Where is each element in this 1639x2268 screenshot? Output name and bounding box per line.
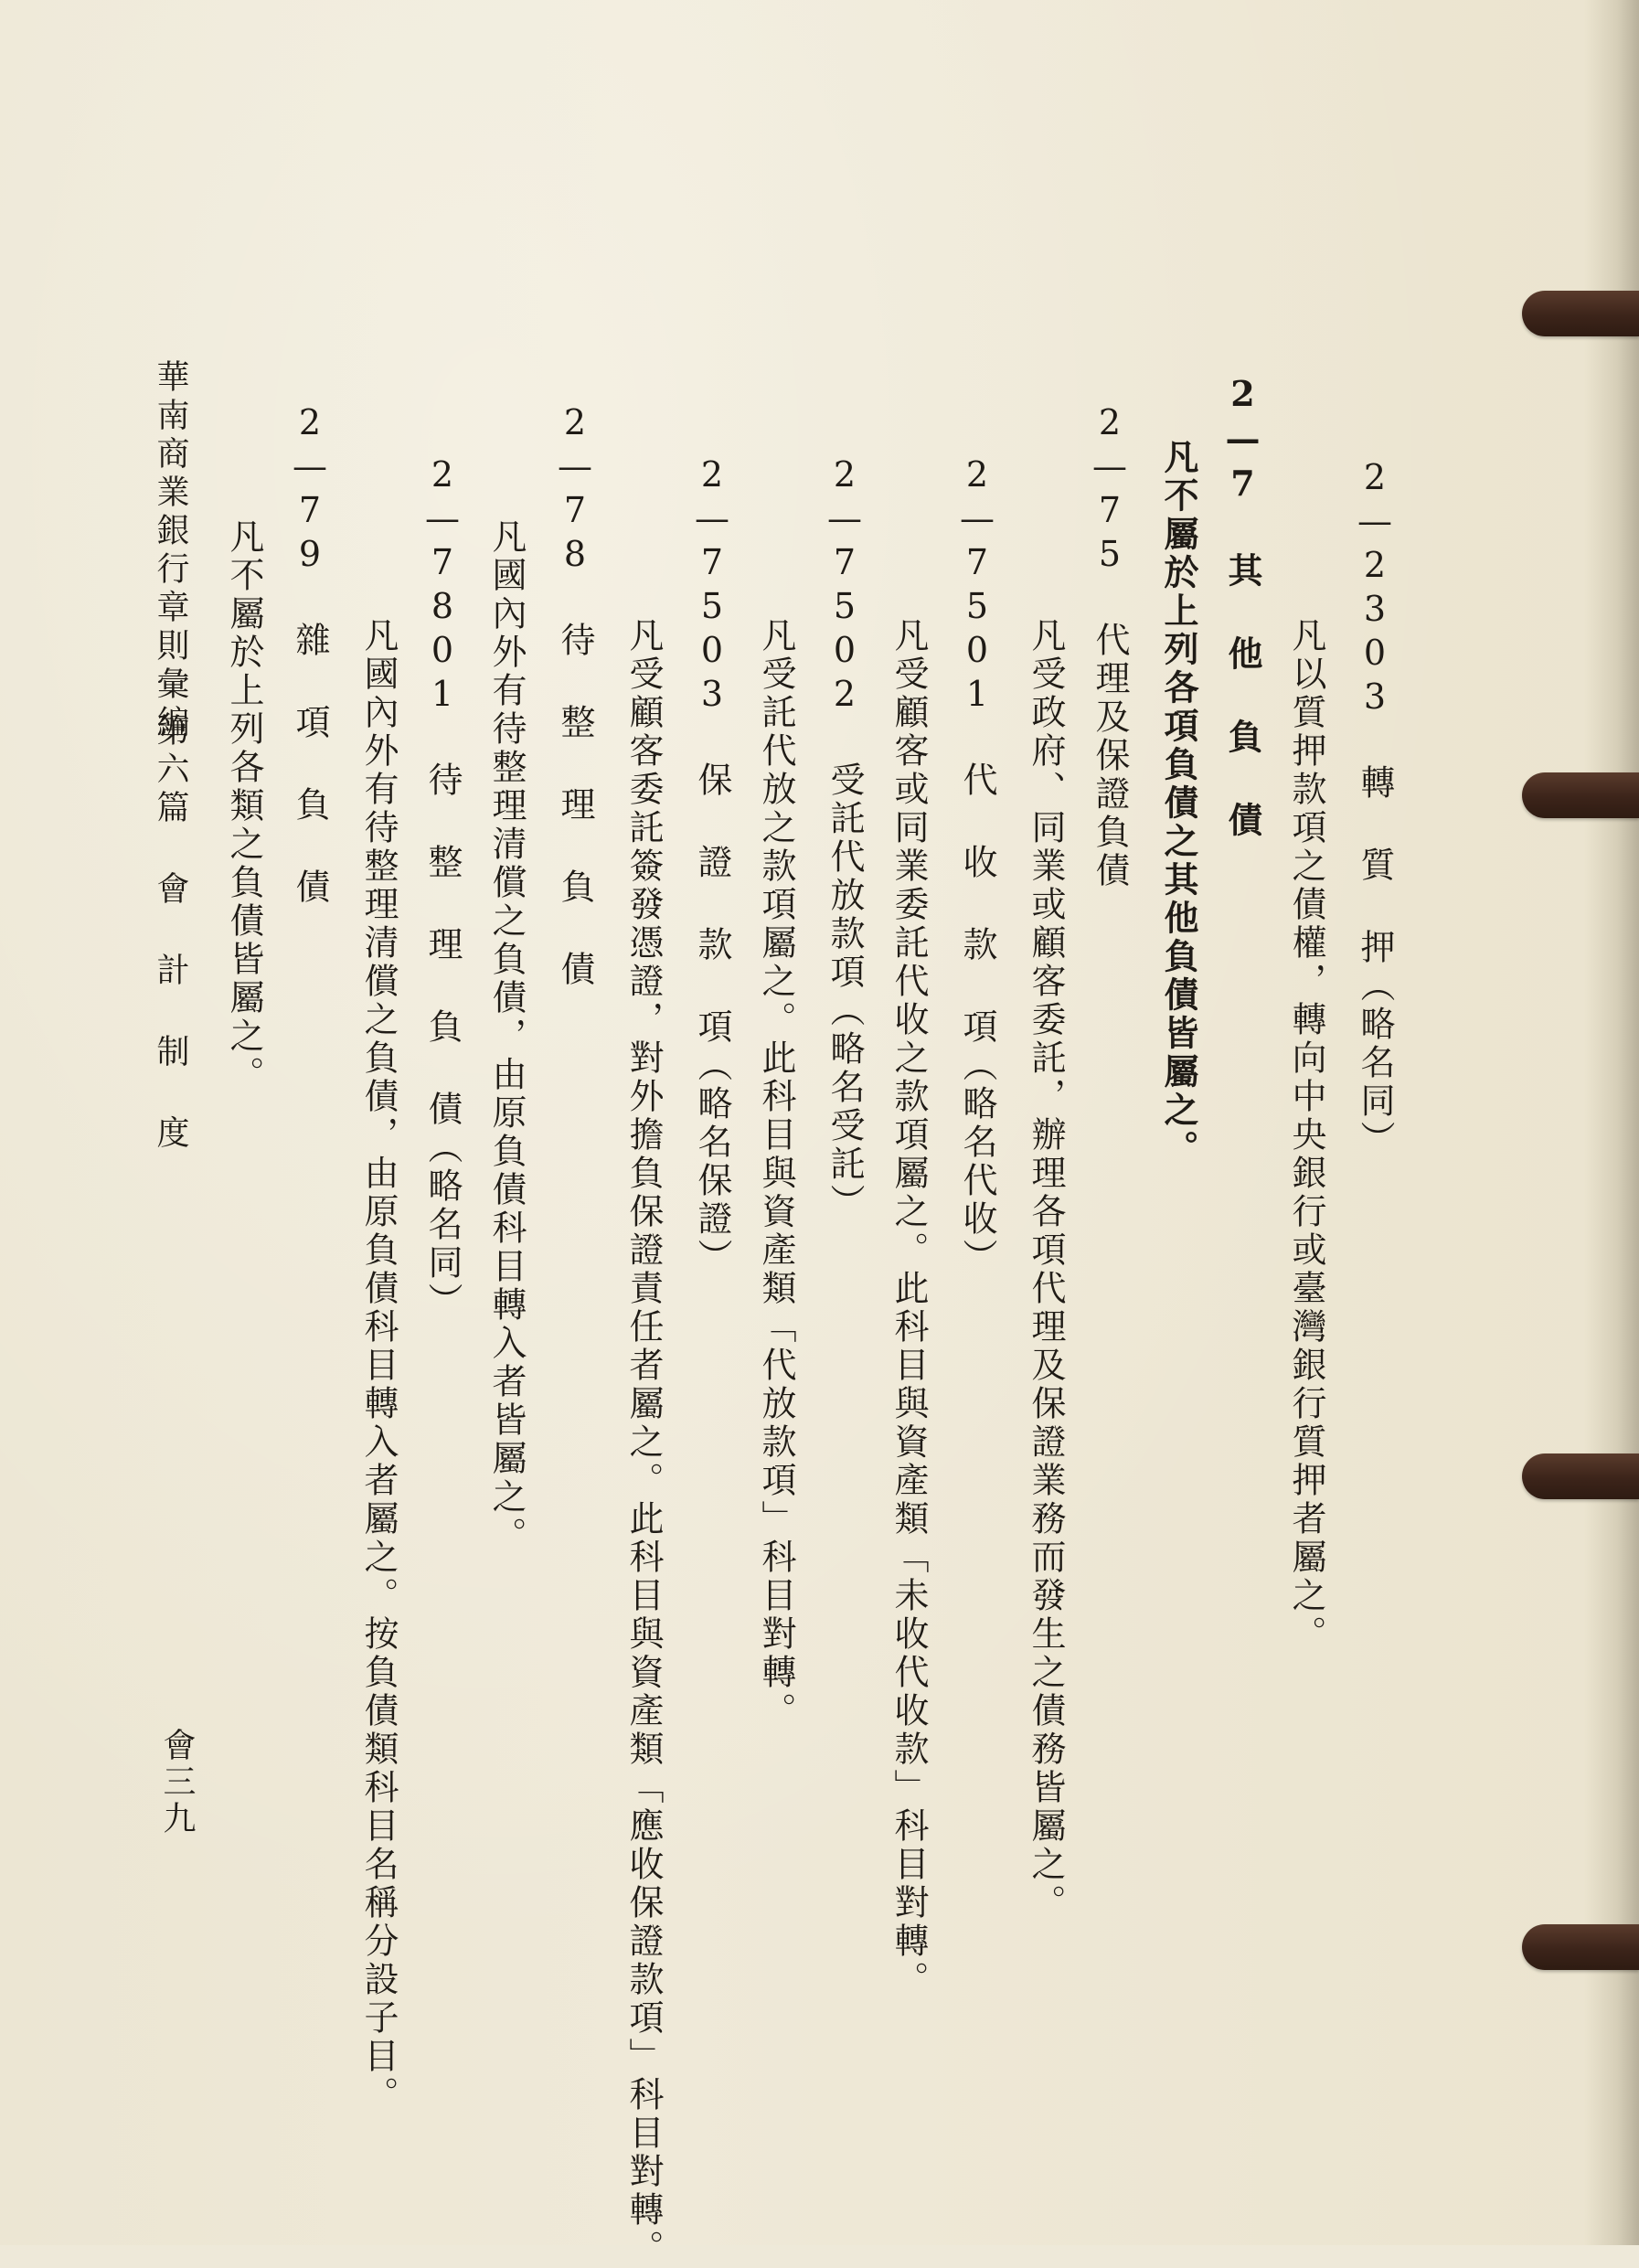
book-title: 華南商業銀行章則彙編 [152, 359, 189, 743]
binding-stitch [1522, 1924, 1639, 1970]
entry-heading-2-7801: 2—7801 待 整 理 負 債（略名同） [422, 454, 463, 1321]
binding-stitch [1522, 1453, 1639, 1499]
entry-description: 凡受託代放之款項屬之。此科目與資產類「代放款項」科目對轉。 [756, 617, 796, 1730]
entry-description: 凡受顧客或同業委託代收之款項屬之。此科目與資產類「未收代收款」科目對轉。 [889, 617, 929, 1999]
entry-heading-2-79: 2—79 雜 項 負 債 [290, 402, 330, 907]
entry-heading-2-2303: 2—2303 轉 質 押（略名同） [1355, 457, 1395, 1159]
entry-description: 凡國內外有待整理清償之負債，由原負債科目轉入者屬之。按負債類科目名稱分設子目。 [358, 617, 399, 2114]
binding-stitch [1522, 772, 1639, 818]
binding-stitch [1522, 291, 1639, 336]
entry-heading-2-78: 2—78 待 整 理 負 債 [555, 402, 595, 989]
entry-heading-2-7502: 2—7502 受託代放款項（略名受託） [825, 454, 865, 1222]
entry-description: 凡受政府、同業或顧客委託，辦理各項代理及保證業務而發生之債務皆屬之。 [1026, 617, 1066, 1922]
entry-heading-2-7501: 2—7501 代 收 款 項（略名代收） [957, 454, 997, 1277]
entry-description: 凡受顧客委託簽發憑證，對外擔負保證責任者屬之。此科目與資產類「應收保證款項」科目對轉。 [623, 617, 664, 2268]
section-heading-2-7: 2—7 其 他 負 債 [1222, 373, 1263, 840]
book-spine-shadow [1584, 0, 1639, 2245]
chapter-title: 第六篇 會 計 制 度 [152, 713, 189, 1154]
page-number: 會三九 [158, 1728, 196, 1837]
entry-heading-2-7503: 2—7503 保 證 款 項（略名保證） [692, 454, 732, 1277]
entry-heading-2-75: 2—75 代理及保證負債 [1090, 402, 1130, 890]
section-description: 凡不屬於上列各項負債之其他負債皆屬之。 [1158, 439, 1199, 1168]
entry-description: 凡不屬於上列各類之負債皆屬之。 [224, 518, 264, 1094]
entry-description: 凡國內外有待整理清償之負債，由原負債科目轉入者皆屬之。 [486, 518, 527, 1555]
entry-description: 凡以質押款項之債權，轉向中央銀行或臺灣銀行質押者屬之。 [1286, 617, 1326, 1654]
